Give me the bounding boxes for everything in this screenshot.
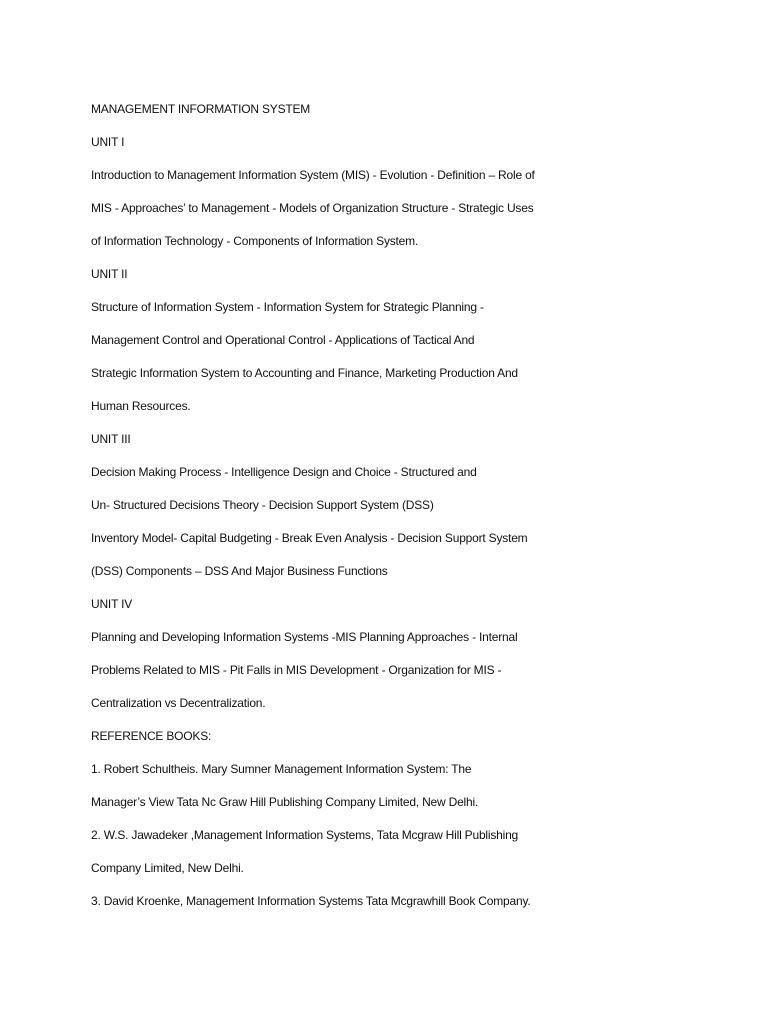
unit-2-line: Management Control and Operational Control - Applications of Tactical And xyxy=(91,333,475,347)
unit-1-line: Introduction to Management Information System (MIS) - Evolution - Definition – Role of xyxy=(91,168,535,182)
unit-3-line: (DSS) Components – DSS And Major Business Functions xyxy=(91,564,388,578)
unit-3-line: Decision Making Process - Intelligence Design and Choice - Structured and xyxy=(91,465,477,479)
unit-3-heading: UNIT III xyxy=(91,432,131,446)
document-title: MANAGEMENT INFORMATION SYSTEM xyxy=(91,102,311,116)
reference-line: Manager’s View Tata Nc Graw Hill Publishing Company Limited, New Delhi. xyxy=(91,795,479,809)
reference-line: 3. David Kroenke, Management Information Systems Tata Mcgrawhill Book Company. xyxy=(91,894,531,908)
unit-1-line: of Information Technology - Components of Information System. xyxy=(91,234,419,248)
unit-4-line: Problems Related to MIS - Pit Falls in MIS Development - Organization for MIS - xyxy=(91,663,502,677)
reference-line: 1. Robert Schultheis. Mary Sumner Management Information System: The xyxy=(91,762,472,776)
reference-line: 2. W.S. Jawadeker ,Management Information Systems, Tata Mcgraw Hill Publishing xyxy=(91,828,519,842)
reference-line: Company Limited, New Delhi. xyxy=(91,861,244,875)
unit-1-line: MIS - Approaches’ to Management - Models of Organization Structure - Strategic Uses xyxy=(91,201,534,215)
unit-4-line: Planning and Developing Information Systems -MIS Planning Approaches - Internal xyxy=(91,630,518,644)
document-body xyxy=(91,93,731,918)
unit-2-heading: UNIT II xyxy=(91,267,128,281)
unit-2-line: Human Resources. xyxy=(91,399,191,413)
unit-3-line: Un- Structured Decisions Theory - Decision Support System (DSS) xyxy=(91,498,434,512)
unit-3-line: Inventory Model- Capital Budgeting - Break Even Analysis - Decision Support System xyxy=(91,531,528,545)
unit-4-line: Centralization vs Decentralization. xyxy=(91,696,266,710)
references-heading: REFERENCE BOOKS: xyxy=(91,729,212,743)
unit-2-line: Strategic Information System to Accounting and Finance, Marketing Production And xyxy=(91,366,518,380)
unit-2-line: Structure of Information System - Information System for Strategic Planning - xyxy=(91,300,484,314)
unit-4-heading: UNIT IV xyxy=(91,597,133,611)
unit-1-heading: UNIT I xyxy=(91,135,125,149)
